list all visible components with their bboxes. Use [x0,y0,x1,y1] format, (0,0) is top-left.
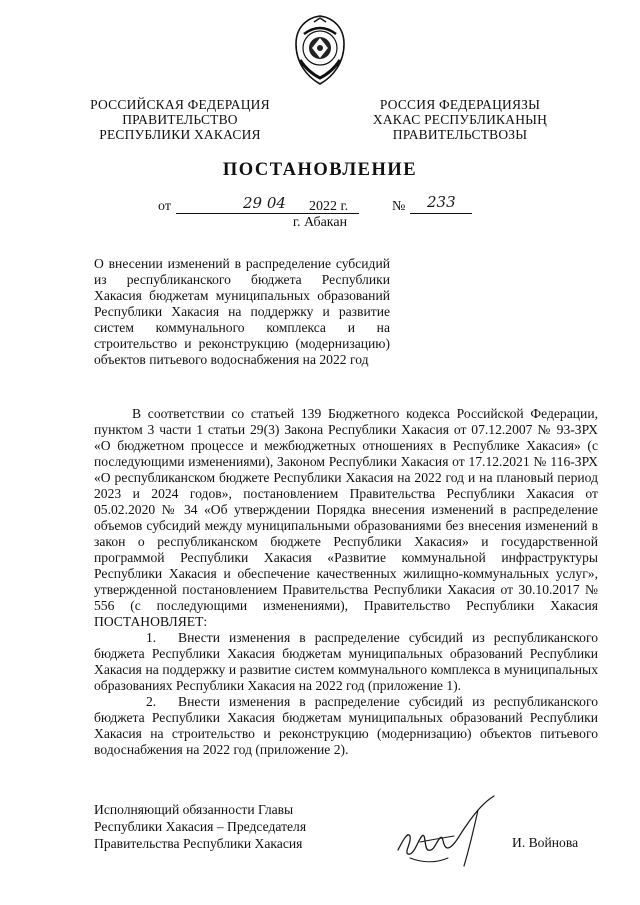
item-number: 1. [146,630,157,645]
item-text: Внести изменения в распределение субсидий из республиканского бюджета Республики Хакасия бюджетам муниципальных образований Республики Хакасия на строительство и реконструкцию (модернизацию) объектов питьевого водоснабжения на 2022 год (приложение 2). [94,694,598,757]
header-left-line: РЕСПУБЛИКИ ХАКАСИЯ [99,127,261,142]
handwritten-number: 233 [427,193,456,211]
item-number: 2. [146,694,157,709]
number-sign: № [392,199,406,214]
body-paragraph: В соответствии со статьей 139 Бюджетного кодекса Российской Федерации, пунктом 3 части 1 статьи 29(3) Закона Республики Хакасия от 07.12.2007 № 93-ЗРХ «О бюджетном процессе и межбюджетных отношениях в Республике Хакасия» (с последующими изменениями), Законом Республики Хакасия от 17.12.2021 № 116-ЗРХ «О республиканском бюджете Республики Хакасия на 2022 год и на плановый период 2023 и 2024 годов», постановлением Правительства Республики Хакасия от 05.02.2020 № 34 «Об утверждении Порядка внесения изменений в распределение объемов субсидий между муниципальными образованиями без внесения изменений в закон о республиканском бюджете Республики Хакасия» и государственной программой Республики Хакасия «Развитие коммунальной инфраструктуры Республики Хакасия и обеспечение качественных жилищно-коммунальных услуг», утвержденной постановлением Правительства Республики Хакасия от 30.10.2017 № 556 (с последующими изменениями), Правительство Республики Хакасия ПОСТАНОВЛЯЕТ: [94,406,598,629]
handwritten-date: 29 04 [243,194,286,212]
signatory-line: Правительства Республики Хакасия [94,836,303,851]
resolution-item [94,694,598,758]
header-left-line: ПРАВИТЕЛЬСТВО [122,112,238,127]
header-right-line: ХАКАС РЕСПУБЛИКАНЫҢ [372,112,548,127]
coat-of-arms-emblem [290,14,350,86]
signatory-line: Республики Хакасия – Председателя [94,819,307,834]
header-right-line: ПРАВИТЕЛЬСТВОЗЫ [392,127,528,142]
signatory-name: И. Войнова [512,835,579,850]
signatory-line: Исполняющий обязанности Главы [94,802,294,817]
document-title: ПОСТАНОВЛЕНИЕ [222,160,418,180]
header-right-khakas [360,97,560,142]
header-left-ru [80,97,280,142]
signatory-position [94,801,306,852]
document-body [94,406,598,758]
date-prefix: от [158,199,171,214]
handwritten-signature [390,792,510,872]
item-text: Внести изменения в распределение субсидий из республиканского бюджета Республики Хакасия бюджетам муниципальных образований Республики Хакасия на поддержку и развитие систем коммунального комплекса в муниципальных образованиях Республики Хакасия на 2022 год (приложение 1). [94,630,598,693]
header-left-line: РОССИЙСКАЯ ФЕДЕРАЦИЯ [90,97,270,112]
document-subject: О внесении изменений в распределение субсидий из республиканского бюджета Республики Хакасия бюджетам муниципальных образований Республики Хакасия на поддержку и развитие систем коммунального комплекса и на строительство и реконструкцию (модернизацию) объектов питьевого водоснабжения на 2022 год [94,256,390,367]
city-line: г. Абакан [292,215,348,230]
header-right-line: РОССИЯ ФЕДЕРАЦИЯЗЫ [379,97,541,112]
date-year: 2022 г. [309,199,349,214]
resolution-item [94,630,598,694]
number-underline [410,213,472,214]
